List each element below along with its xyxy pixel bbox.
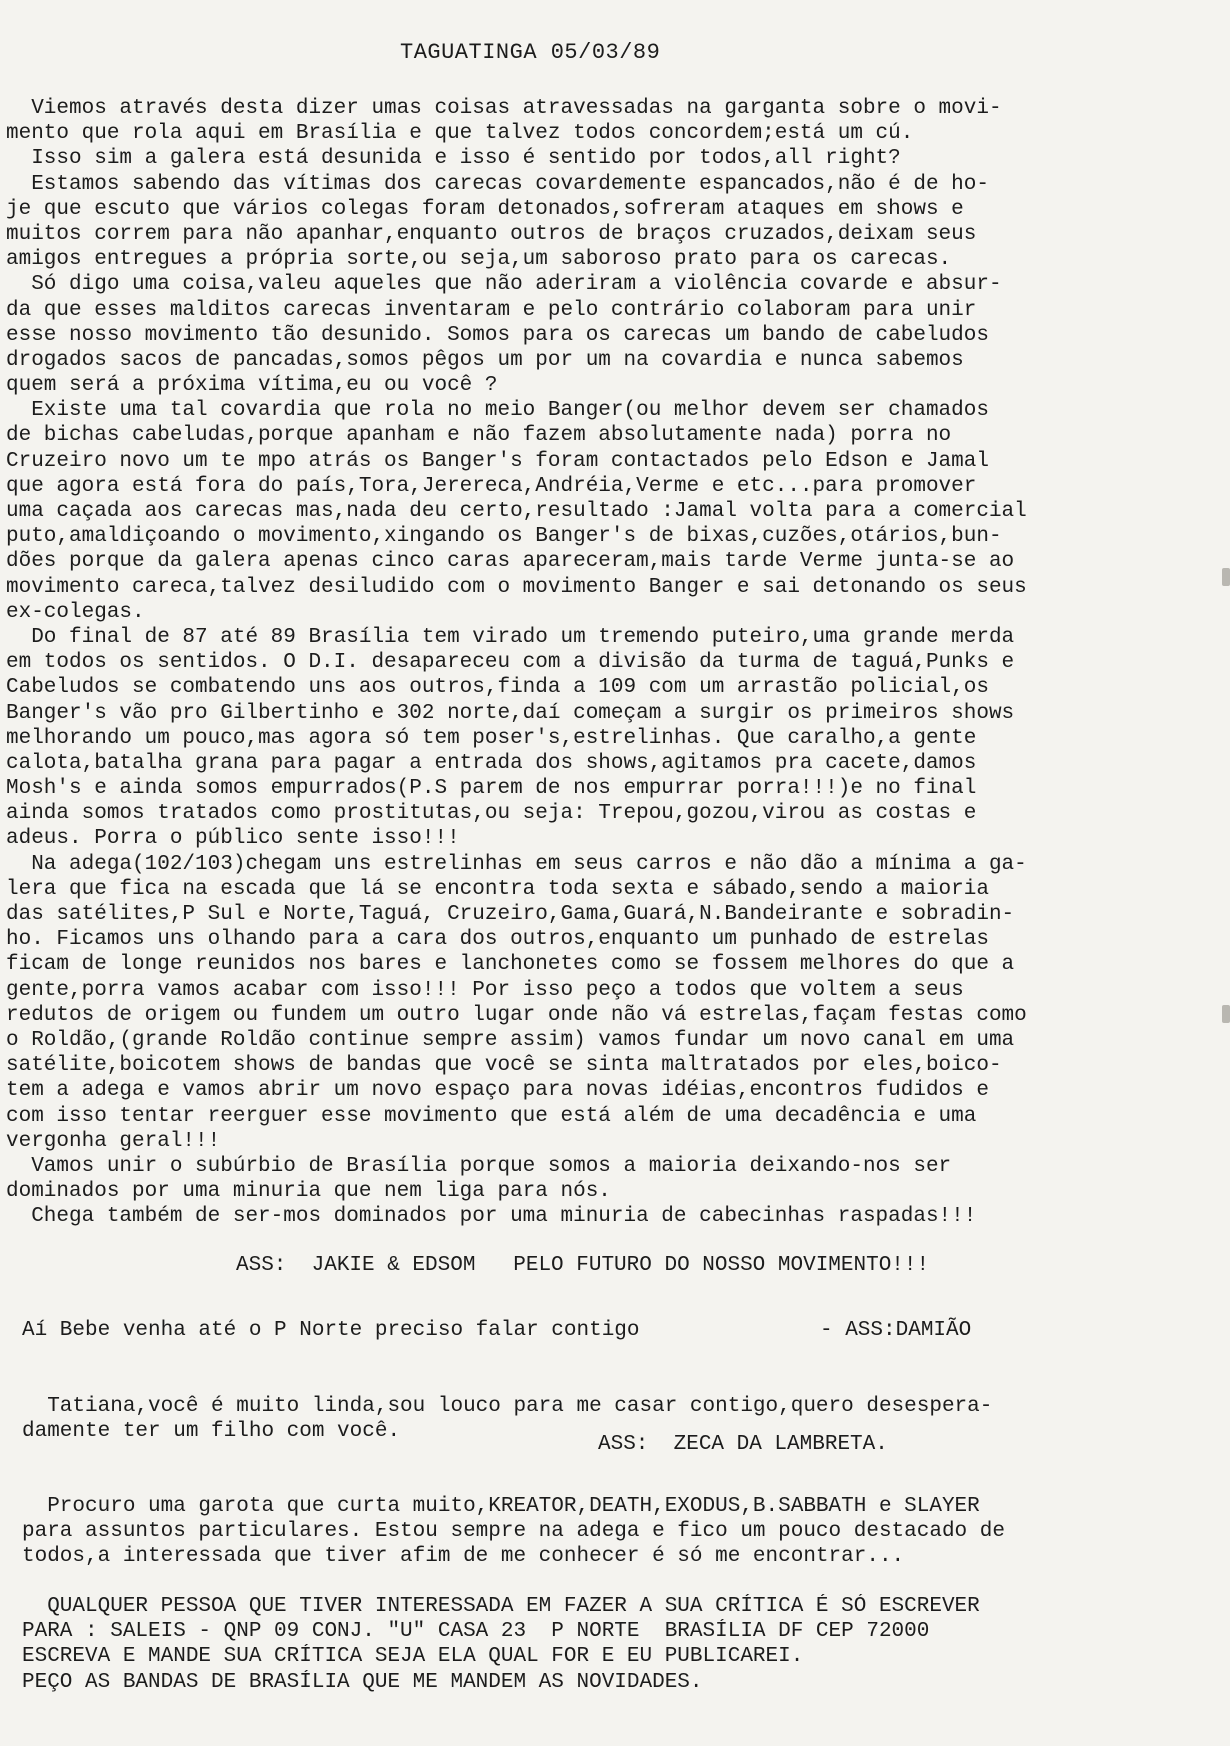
letter-line: calota,batalha grana para pagar a entrada dos shows,agitamos pra cacete,damos [6,751,977,775]
letter-line: de bichas cabeludas,porque apanham e não fazem absolutamente nada) porra no [6,424,952,448]
letter-line: puto,amaldiçoando o movimento,xingando os Banger's de bixas,cuzões,otários,bun- [6,525,1002,549]
letter-line: lera que fica na escada que lá se encontra toda sexta e sábado,sendo a maioria [6,877,989,901]
letter-line: das satélites,P Sul e Norte,Taguá, Cruzeiro,Gama,Guará,N.Bandeirante e sobradin- [6,903,1015,926]
letter-line: ho. Ficamos uns olhando para a cara dos outros,enquanto um punhado de estrelas [6,928,989,952]
letter-line: Só digo uma coisa,valeu aqueles que não aderiram a violência covarde e absur- [6,273,1002,297]
contact-line: PEÇO AS BANDAS DE BRASÍLIA QUE ME MANDEM AS NOVIDADES. [22,1670,703,1694]
letter-line: satélite,boicotem shows de bandas que você se sinta maltratados por eles,boico- [6,1054,1002,1078]
note-line: Tatiana,você é muito linda,sou louco para me casar contigo,quero desespera- [22,1395,993,1418]
letter-line: drogados sacos de pancadas,somos pêgos um por um na covardia e nunca sabemos [6,348,964,372]
letter-line: o Roldão,(grande Roldão continue sempre assim) vamos fundar um novo canal em uma [6,1028,1015,1052]
note-line: damente ter um filho com você. [22,1420,401,1444]
page-title: TAGUATINGA 05/03/89 [400,40,661,65]
letter-line: gente,porra vamos acabar com isso!!! Por isso peço a todos que voltem a seus [6,978,964,1002]
letter-line: Cruzeiro novo um te mpo atrás os Banger's foram contactados pelo Edson e Jamal [6,449,989,473]
letter-line: Chega também de ser-mos dominados por uma minuria de cabecinhas raspadas!!! [6,1205,977,1229]
letter-line: movimento careca,talvez desiludido com o movimento Banger e sai detonando os seus [6,575,1027,599]
letter-line: Vamos unir o subúrbio de Brasília porque somos a maioria deixando-nos ser [6,1154,952,1178]
paper-edge-mark [1222,568,1230,586]
letter-line: da que esses malditos carecas inventaram e pelo contrário colaboram para unir [6,298,977,322]
letter-line: melhorando um pouco,mas agora só tem poser's,estrelinhas. Que caralho,a gente [6,726,977,750]
letter-line: amigos entregues a própria sorte,ou seja,um saboroso prato para os carecas. [6,248,952,272]
letter-line: Mosh's e ainda somos empurrados(P.S parem de nos empurrar porra!!!)e no final [6,777,977,801]
letter-line: em todos os sentidos. O D.I. desapareceu com a divisão da turma de taguá,Punks e [6,651,1015,675]
note-line: para assuntos particulares. Estou sempre na adega e fico um pouco destacado de [22,1520,1005,1544]
letter-line: quem será a próxima vítima,eu ou você ? [6,374,498,398]
letter-line: esse nosso movimento tão desunido. Somos para os carecas um bando de cabeludos [6,323,989,347]
letter-line: ex-colegas. [6,600,145,624]
letter-line: je que escuto que vários colegas foram detonados,sofreram ataques em shows e [6,197,964,221]
letter-line: Estamos sabendo das vítimas dos carecas covardemente espancados,não é de ho- [6,172,989,196]
letter-line: muitos correm para não apanhar,enquanto outros de braços cruzados,deixam seus [6,222,977,246]
note-procuro-garota [22,1494,1005,1570]
note-damiao: Aí Bebe venha até o P Norte preciso falar contigo [22,1319,640,1342]
contact-line: PARA : SALEIS - QNP 09 CONJ. "U" CASA 23 P NORTE BRASÍLIA DF CEP 72000 [22,1620,930,1644]
letter-signature: ASS: JAKIE & EDSOM PELO FUTURO DO NOSSO MOVIMENTO!!! [236,1254,930,1277]
contact-line: ESCREVA E MANDE SUA CRÍTICA SEJA ELA QUAL FOR E EU PUBLICAREI. [22,1645,804,1669]
letter-line: dominados por uma minuria que nem liga para nós. [6,1180,611,1204]
letter-body [6,96,1206,1229]
letter-line: que agora está fora do país,Tora,Jerereca,Andréia,Verme e etc...para promover [6,474,977,498]
letter-line: tem a adega e vamos abrir um novo espaço para novas idéias,encontros fudidos e [6,1079,989,1103]
note-tatiana-signature: ASS: ZECA DA LAMBRETA. [598,1433,888,1456]
letter-line: dões porque da galera apenas cinco caras apareceram,mais tarde Verme junta-se ao [6,550,1015,574]
letter-line: mento que rola aqui em Brasília e que talvez todos concordem;está um cú. [6,122,914,146]
letter-line: redutos de origem ou fundem um outro lugar onde não vá estrelas,façam festas como [6,1003,1027,1027]
note-damiao-signature: - ASS:DAMIÃO [820,1319,972,1342]
note-line: todos,a interessada que tiver afim de me conhecer é só me encontrar... [22,1545,905,1569]
contact-block [22,1594,980,1695]
letter-line: Do final de 87 até 89 Brasília tem virado um tremendo puteiro,uma grande merda [6,625,1015,649]
letter-line: Cabeludos se combatendo uns aos outros,finda a 109 com um arrastão policial,os [6,676,989,700]
letter-line: Banger's vão pro Gilbertinho e 302 norte,daí começam a surgir os primeiros shows [6,701,1015,725]
paper-edge-mark [1222,1005,1230,1023]
letter-line: Na adega(102/103)chegam uns estrelinhas em seus carros e não dão a mínima a ga- [6,852,1027,876]
note-line: Procuro uma garota que curta muito,KREATOR,DEATH,EXODUS,B.SABBATH e SLAYER [22,1495,980,1518]
letter-line: adeus. Porra o público sente isso!!! [6,827,460,851]
letter-line: ainda somos tratados como prostitutas,ou seja: Trepou,gozou,virou as costas e [6,802,977,826]
letter-line: vergonha geral!!! [6,1129,221,1153]
letter-line: Existe uma tal covardia que rola no meio Banger(ou melhor devem ser chamados [6,399,989,423]
contact-line: QUALQUER PESSOA QUE TIVER INTERESSADA EM FAZER A SUA CRÍTICA É SÓ ESCREVER [22,1595,980,1618]
letter-line: uma caçada aos carecas mas,nada deu certo,resultado :Jamal volta para a comercial [6,500,1027,523]
letter-line: Viemos através desta dizer umas coisas atravessadas na garganta sobre o movi- [6,97,1002,120]
letter-line: Isso sim a galera está desunida e isso é sentido por todos,all right? [6,147,901,171]
letter-line: com isso tentar reerguer esse movimento que está além de uma decadência e uma [6,1104,977,1128]
letter-line: ficam de longe reunidos nos bares e lanchonetes como se fossem melhores do que a [6,953,1015,977]
